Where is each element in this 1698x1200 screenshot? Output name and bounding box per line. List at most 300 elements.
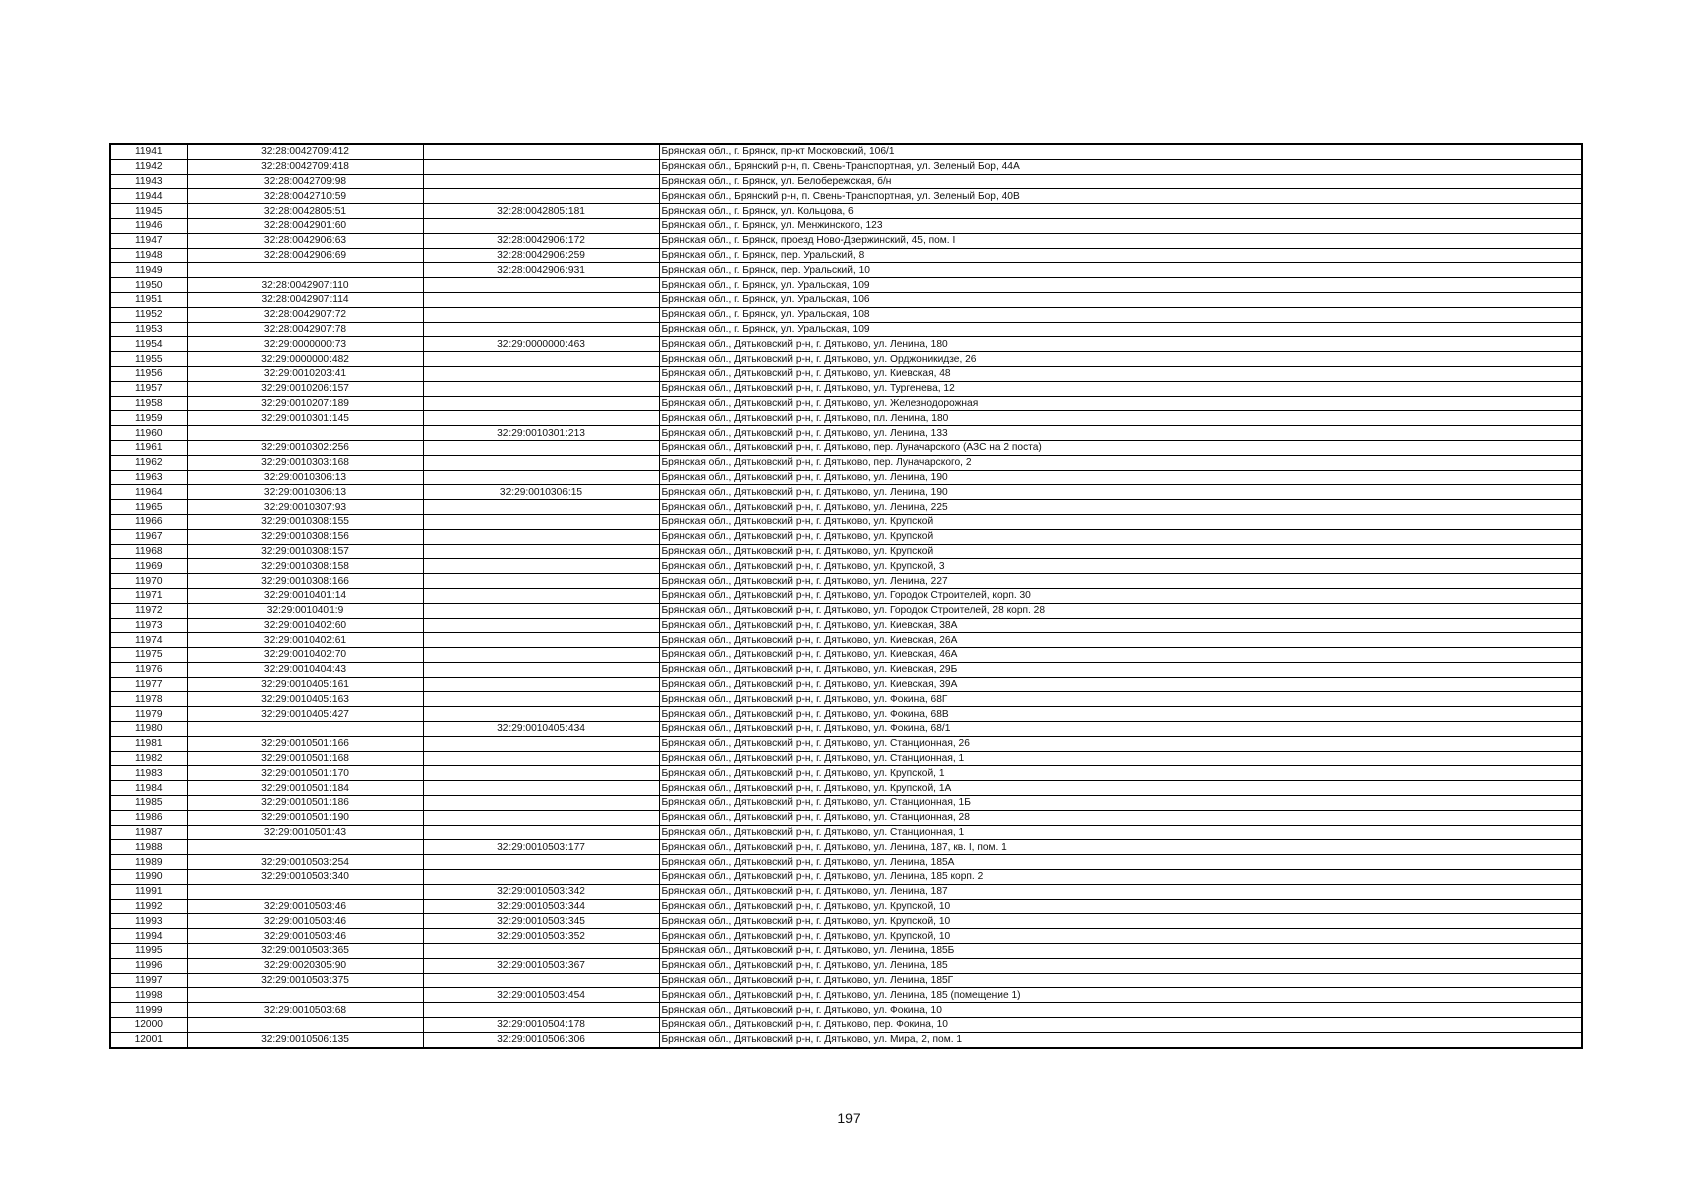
address-cell: Брянская обл., Дятьковский р-н, г. Дятьково, ул. Ленина, 187, кв. I, пом. 1 [659, 840, 1582, 855]
row-number-cell: 11986 [110, 810, 187, 825]
row-number-cell: 11964 [110, 485, 187, 500]
cadastral-number-cell: 32:29:0010405:163 [187, 692, 423, 707]
address-cell: Брянская обл., г. Брянск, проезд Ново-Дзержинский, 45, пом. I [659, 233, 1582, 248]
row-number-cell: 11965 [110, 500, 187, 515]
row-number-cell: 11996 [110, 958, 187, 973]
cadastral-number-cell [187, 722, 423, 737]
building-number-cell: 32:29:0010301:213 [423, 426, 659, 441]
cadastral-number-cell: 32:28:0042709:418 [187, 159, 423, 174]
row-number-cell: 11941 [110, 144, 187, 159]
building-number-cell: 32:29:0010503:342 [423, 884, 659, 899]
row-number-cell: 11952 [110, 307, 187, 322]
building-number-cell [423, 633, 659, 648]
table-row [110, 307, 1582, 322]
building-number-cell [423, 825, 659, 840]
building-number-cell [423, 366, 659, 381]
building-number-cell [423, 529, 659, 544]
building-number-cell [423, 352, 659, 367]
row-number-cell: 11990 [110, 870, 187, 885]
building-number-cell [423, 692, 659, 707]
address-cell: Брянская обл., Дятьковский р-н, г. Дятьково, ул. Ленина, 185А [659, 855, 1582, 870]
cadastral-number-cell: 32:29:0010503:46 [187, 914, 423, 929]
address-cell: Брянская обл., Дятьковский р-н, г. Дятьково, ул. Крупской [659, 514, 1582, 529]
table-row [110, 781, 1582, 796]
address-cell: Брянская обл., Дятьковский р-н, г. Дятьково, ул. Станционная, 1 [659, 825, 1582, 840]
address-cell: Брянская обл., Дятьковский р-н, г. Дятьково, ул. Станционная, 1Б [659, 796, 1582, 811]
address-cell: Брянская обл., Дятьковский р-н, г. Дятьково, ул. Киевская, 29Б [659, 662, 1582, 677]
cadastral-number-cell: 32:29:0010303:168 [187, 455, 423, 470]
building-number-cell [423, 574, 659, 589]
cadastral-number-cell: 32:29:0010206:157 [187, 381, 423, 396]
address-cell: Брянская обл., г. Брянск, ул. Менжинского, 123 [659, 218, 1582, 233]
building-number-cell [423, 381, 659, 396]
cadastral-number-cell: 32:29:0010501:186 [187, 796, 423, 811]
address-cell: Брянская обл., г. Брянск, ул. Уральская, 106 [659, 292, 1582, 307]
row-number-cell: 11999 [110, 1003, 187, 1018]
cadastral-number-cell: 32:29:0010506:135 [187, 1032, 423, 1047]
table-row [110, 914, 1582, 929]
address-cell: Брянская обл., г. Брянск, пер. Уральский, 10 [659, 263, 1582, 278]
table-row [110, 218, 1582, 233]
address-cell: Брянская обл., г. Брянск, ул. Белобережская, б/н [659, 174, 1582, 189]
building-number-cell: 32:29:0010503:345 [423, 914, 659, 929]
row-number-cell: 11971 [110, 588, 187, 603]
cadastral-number-cell: 32:29:0010503:340 [187, 870, 423, 885]
address-cell: Брянская обл., Дятьковский р-н, г. Дятьково, ул. Железнодорожная [659, 396, 1582, 411]
row-number-cell: 11982 [110, 751, 187, 766]
row-number-cell: 11956 [110, 366, 187, 381]
page-number: 197 [837, 1110, 861, 1126]
address-cell: Брянская обл., Дятьковский р-н, г. Дятьково, ул. Крупской, 3 [659, 559, 1582, 574]
cadastral-number-cell [187, 1018, 423, 1033]
address-cell: Брянская обл., Дятьковский р-н, г. Дятьково, ул. Крупской [659, 544, 1582, 559]
table-row [110, 588, 1582, 603]
cadastral-number-cell: 32:28:0042901:60 [187, 218, 423, 233]
building-number-cell: 32:28:0042906:172 [423, 233, 659, 248]
building-number-cell [423, 411, 659, 426]
building-number-cell [423, 278, 659, 293]
address-cell: Брянская обл., Дятьковский р-н, г. Дятьково, ул. Ленина, 185Б [659, 944, 1582, 959]
address-cell: Брянская обл., Дятьковский р-н, г. Дятьково, ул. Городок Строителей, корп. 30 [659, 588, 1582, 603]
table-row [110, 574, 1582, 589]
row-number-cell: 11992 [110, 899, 187, 914]
address-cell: Брянская обл., Дятьковский р-н, г. Дятьково, пер. Фокина, 10 [659, 1018, 1582, 1033]
table-row [110, 958, 1582, 973]
cadastral-number-cell [187, 263, 423, 278]
row-number-cell: 11961 [110, 440, 187, 455]
address-cell: Брянская обл., Дятьковский р-н, г. Дятьково, ул. Тургенева, 12 [659, 381, 1582, 396]
table-row [110, 366, 1582, 381]
address-cell: Брянская обл., г. Брянск, ул. Уральская, 109 [659, 278, 1582, 293]
address-cell: Брянская обл., Дятьковский р-н, г. Дятьково, ул. Ленина, 185Г [659, 973, 1582, 988]
cadastral-number-cell: 32:29:0010402:60 [187, 618, 423, 633]
cadastral-number-cell: 32:29:0000000:482 [187, 352, 423, 367]
row-number-cell: 11976 [110, 662, 187, 677]
cadastral-number-cell: 32:29:0010503:254 [187, 855, 423, 870]
row-number-cell: 11954 [110, 337, 187, 352]
cadastral-number-cell: 32:29:0000000:73 [187, 337, 423, 352]
address-cell: Брянская обл., Дятьковский р-н, г. Дятьково, ул. Крупской, 10 [659, 929, 1582, 944]
building-number-cell [423, 870, 659, 885]
cadastral-number-cell [187, 884, 423, 899]
cadastral-number-cell: 32:28:0042907:78 [187, 322, 423, 337]
cadastral-number-cell: 32:28:0042906:69 [187, 248, 423, 263]
table-row [110, 529, 1582, 544]
cadastral-number-cell: 32:29:0010302:256 [187, 440, 423, 455]
cadastral-number-cell: 32:29:0010503:375 [187, 973, 423, 988]
row-number-cell: 11951 [110, 292, 187, 307]
building-number-cell [423, 810, 659, 825]
building-number-cell [423, 1003, 659, 1018]
address-cell: Брянская обл., г. Брянск, ул. Кольцова, 6 [659, 204, 1582, 219]
table-row [110, 810, 1582, 825]
row-number-cell: 11988 [110, 840, 187, 855]
cadastral-number-cell: 32:29:0020305:90 [187, 958, 423, 973]
table-row [110, 796, 1582, 811]
address-cell: Брянская обл., Дятьковский р-н, г. Дятьково, ул. Крупской [659, 529, 1582, 544]
row-number-cell: 11969 [110, 559, 187, 574]
row-number-cell: 11985 [110, 796, 187, 811]
address-cell: Брянская обл., Дятьковский р-н, г. Дятьково, ул. Фокина, 68В [659, 707, 1582, 722]
address-cell: Брянская обл., Дятьковский р-н, г. Дятьково, пл. Ленина, 180 [659, 411, 1582, 426]
cadastral-number-cell: 32:29:0010401:14 [187, 588, 423, 603]
cadastral-number-cell [187, 840, 423, 855]
building-number-cell: 32:29:0010503:352 [423, 929, 659, 944]
row-number-cell: 11977 [110, 677, 187, 692]
row-number-cell: 11991 [110, 884, 187, 899]
table-row [110, 855, 1582, 870]
building-number-cell [423, 189, 659, 204]
table-row [110, 692, 1582, 707]
table-row [110, 648, 1582, 663]
building-number-cell: 32:28:0042805:181 [423, 204, 659, 219]
building-number-cell [423, 662, 659, 677]
building-number-cell [423, 944, 659, 959]
table-row [110, 411, 1582, 426]
address-cell: Брянская обл., Дятьковский р-н, г. Дятьково, ул. Ленина, 187 [659, 884, 1582, 899]
building-number-cell [423, 307, 659, 322]
address-cell: Брянская обл., Дятьковский р-н, г. Дятьково, ул. Мира, 2, пом. 1 [659, 1032, 1582, 1047]
table-row [110, 633, 1582, 648]
building-number-cell: 32:28:0042906:259 [423, 248, 659, 263]
address-cell: Брянская обл., г. Брянск, ул. Уральская, 108 [659, 307, 1582, 322]
building-number-cell: 32:29:0010306:15 [423, 485, 659, 500]
address-cell: Брянская обл., Дятьковский р-н, г. Дятьково, ул. Киевская, 38А [659, 618, 1582, 633]
row-number-cell: 11980 [110, 722, 187, 737]
row-number-cell: 11993 [110, 914, 187, 929]
building-number-cell [423, 174, 659, 189]
building-number-cell [423, 396, 659, 411]
address-cell: Брянская обл., Дятьковский р-н, г. Дятьково, ул. Киевская, 46А [659, 648, 1582, 663]
cadastral-number-cell: 32:28:0042709:98 [187, 174, 423, 189]
row-number-cell: 11960 [110, 426, 187, 441]
address-cell: Брянская обл., Дятьковский р-н, г. Дятьково, ул. Ленина, 185 [659, 958, 1582, 973]
table-row [110, 352, 1582, 367]
address-cell: Брянская обл., Дятьковский р-н, г. Дятьково, пер. Луначарского, 2 [659, 455, 1582, 470]
cadastral-number-cell: 32:29:0010306:13 [187, 485, 423, 500]
building-number-cell [423, 218, 659, 233]
address-cell: Брянская обл., Дятьковский р-н, г. Дятьково, пер. Луначарского (АЗС на 2 поста) [659, 440, 1582, 455]
cadastral-number-cell: 32:29:0010405:161 [187, 677, 423, 692]
row-number-cell: 11984 [110, 781, 187, 796]
address-cell: Брянская обл., Дятьковский р-н, г. Дятьково, ул. Фокина, 68/1 [659, 722, 1582, 737]
table-row [110, 618, 1582, 633]
address-cell: Брянская обл., Дятьковский р-н, г. Дятьково, ул. Ленина, 190 [659, 485, 1582, 500]
table-row [110, 707, 1582, 722]
table-row [110, 248, 1582, 263]
building-number-cell [423, 618, 659, 633]
table-row [110, 1018, 1582, 1033]
address-cell: Брянская обл., Дятьковский р-н, г. Дятьково, ул. Крупской, 1А [659, 781, 1582, 796]
cadastral-number-cell: 32:28:0042907:114 [187, 292, 423, 307]
row-number-cell: 11981 [110, 736, 187, 751]
address-cell: Брянская обл., Дятьковский р-н, г. Дятьково, ул. Ленина, 185 (помещение 1) [659, 988, 1582, 1003]
row-number-cell: 11974 [110, 633, 187, 648]
cadastral-number-cell: 32:29:0010501:184 [187, 781, 423, 796]
cadastral-number-cell: 32:28:0042906:63 [187, 233, 423, 248]
building-number-cell [423, 144, 659, 159]
address-cell: Брянская обл., Дятьковский р-н, г. Дятьково, ул. Ленина, 133 [659, 426, 1582, 441]
address-cell: Брянская обл., Брянский р-н, п. Свень-Транспортная, ул. Зеленый Бор, 44А [659, 159, 1582, 174]
address-cell: Брянская обл., Дятьковский р-н, г. Дятьково, ул. Орджоникидзе, 26 [659, 352, 1582, 367]
address-cell: Брянская обл., Дятьковский р-н, г. Дятьково, ул. Крупской, 10 [659, 899, 1582, 914]
address-cell: Брянская обл., Дятьковский р-н, г. Дятьково, ул. Крупской, 10 [659, 914, 1582, 929]
cadastral-number-cell: 32:29:0010402:70 [187, 648, 423, 663]
cadastral-number-cell: 32:29:0010501:170 [187, 766, 423, 781]
table-row [110, 426, 1582, 441]
building-number-cell [423, 648, 659, 663]
building-number-cell [423, 603, 659, 618]
building-number-cell [423, 973, 659, 988]
table-row [110, 204, 1582, 219]
row-number-cell: 11957 [110, 381, 187, 396]
row-number-cell: 11994 [110, 929, 187, 944]
building-number-cell [423, 544, 659, 559]
row-number-cell: 11958 [110, 396, 187, 411]
building-number-cell [423, 159, 659, 174]
building-number-cell: 32:28:0042906:931 [423, 263, 659, 278]
row-number-cell: 11995 [110, 944, 187, 959]
cadastral-number-cell: 32:29:0010402:61 [187, 633, 423, 648]
cadastral-number-cell: 32:29:0010503:46 [187, 899, 423, 914]
address-cell: Брянская обл., Дятьковский р-н, г. Дятьково, ул. Киевская, 48 [659, 366, 1582, 381]
cadastral-number-cell: 32:29:0010401:9 [187, 603, 423, 618]
row-number-cell: 11979 [110, 707, 187, 722]
building-number-cell [423, 781, 659, 796]
address-cell: Брянская обл., Брянский р-н, п. Свень-Транспортная, ул. Зеленый Бор, 40В [659, 189, 1582, 204]
row-number-cell: 11978 [110, 692, 187, 707]
address-cell: Брянская обл., Дятьковский р-н, г. Дятьково, ул. Ленина, 225 [659, 500, 1582, 515]
row-number-cell: 11955 [110, 352, 187, 367]
building-number-cell [423, 677, 659, 692]
property-table [109, 143, 1583, 1049]
building-number-cell [423, 500, 659, 515]
table-row [110, 189, 1582, 204]
table-row [110, 263, 1582, 278]
row-number-cell: 11967 [110, 529, 187, 544]
cadastral-number-cell: 32:29:0010308:155 [187, 514, 423, 529]
building-number-cell [423, 514, 659, 529]
row-number-cell: 12001 [110, 1032, 187, 1047]
table-row [110, 337, 1582, 352]
cadastral-number-cell: 32:28:0042805:51 [187, 204, 423, 219]
cadastral-number-cell: 32:29:0010306:13 [187, 470, 423, 485]
row-number-cell: 11973 [110, 618, 187, 633]
table-row [110, 174, 1582, 189]
row-number-cell: 11998 [110, 988, 187, 1003]
table-row [110, 677, 1582, 692]
table-row [110, 722, 1582, 737]
row-number-cell: 11972 [110, 603, 187, 618]
building-number-cell [423, 440, 659, 455]
table-row [110, 159, 1582, 174]
table-row [110, 440, 1582, 455]
table-row [110, 766, 1582, 781]
table-row [110, 840, 1582, 855]
table-row [110, 751, 1582, 766]
address-cell: Брянская обл., г. Брянск, пр-кт Московский, 106/1 [659, 144, 1582, 159]
row-number-cell: 11959 [110, 411, 187, 426]
table-row [110, 470, 1582, 485]
row-number-cell: 11942 [110, 159, 187, 174]
row-number-cell: 11944 [110, 189, 187, 204]
row-number-cell: 11963 [110, 470, 187, 485]
address-cell: Брянская обл., Дятьковский р-н, г. Дятьково, ул. Станционная, 28 [659, 810, 1582, 825]
building-number-cell: 32:29:0010503:367 [423, 958, 659, 973]
cadastral-number-cell: 32:29:0010503:365 [187, 944, 423, 959]
table-row [110, 455, 1582, 470]
table-row [110, 500, 1582, 515]
cadastral-number-cell: 32:29:0010207:189 [187, 396, 423, 411]
address-cell: Брянская обл., Дятьковский р-н, г. Дятьково, ул. Фокина, 10 [659, 1003, 1582, 1018]
address-cell: Брянская обл., Дятьковский р-н, г. Дятьково, ул. Ленина, 227 [659, 574, 1582, 589]
table-row [110, 396, 1582, 411]
building-number-cell [423, 470, 659, 485]
cadastral-number-cell: 32:29:0010301:145 [187, 411, 423, 426]
row-number-cell: 11946 [110, 218, 187, 233]
address-cell: Брянская обл., Дятьковский р-н, г. Дятьково, ул. Городок Строителей, 28 корп. 28 [659, 603, 1582, 618]
table-row [110, 988, 1582, 1003]
address-cell: Брянская обл., Дятьковский р-н, г. Дятьково, ул. Киевская, 26А [659, 633, 1582, 648]
table-row [110, 662, 1582, 677]
table-row [110, 144, 1582, 159]
row-number-cell: 11948 [110, 248, 187, 263]
cadastral-number-cell: 32:29:0010501:168 [187, 751, 423, 766]
cadastral-number-cell [187, 426, 423, 441]
table-row [110, 884, 1582, 899]
table-row [110, 929, 1582, 944]
building-number-cell: 32:29:0010503:344 [423, 899, 659, 914]
table-row [110, 944, 1582, 959]
cadastral-number-cell: 32:29:0010501:43 [187, 825, 423, 840]
building-number-cell: 32:29:0000000:463 [423, 337, 659, 352]
table-row [110, 233, 1582, 248]
building-number-cell [423, 707, 659, 722]
building-number-cell [423, 796, 659, 811]
building-number-cell [423, 855, 659, 870]
cadastral-number-cell: 32:29:0010501:190 [187, 810, 423, 825]
row-number-cell: 11987 [110, 825, 187, 840]
address-cell: Брянская обл., Дятьковский р-н, г. Дятьково, ул. Киевская, 39А [659, 677, 1582, 692]
cadastral-number-cell: 32:28:0042907:72 [187, 307, 423, 322]
cadastral-number-cell: 32:29:0010307:93 [187, 500, 423, 515]
table-row [110, 1003, 1582, 1018]
table-row [110, 544, 1582, 559]
building-number-cell: 32:29:0010504:178 [423, 1018, 659, 1033]
cadastral-number-cell: 32:29:0010308:157 [187, 544, 423, 559]
row-number-cell: 11943 [110, 174, 187, 189]
cadastral-number-cell: 32:29:0010501:166 [187, 736, 423, 751]
row-number-cell: 11950 [110, 278, 187, 293]
table-row [110, 485, 1582, 500]
row-number-cell: 11947 [110, 233, 187, 248]
property-table-body [110, 144, 1582, 1048]
table-row [110, 381, 1582, 396]
cadastral-number-cell: 32:29:0010503:68 [187, 1003, 423, 1018]
cadastral-number-cell: 32:28:0042907:110 [187, 278, 423, 293]
cadastral-number-cell: 32:29:0010503:46 [187, 929, 423, 944]
row-number-cell: 11975 [110, 648, 187, 663]
row-number-cell: 11997 [110, 973, 187, 988]
table-row [110, 1032, 1582, 1047]
building-number-cell: 32:29:0010503:177 [423, 840, 659, 855]
row-number-cell: 11962 [110, 455, 187, 470]
building-number-cell [423, 559, 659, 574]
cadastral-number-cell: 32:28:0042710:59 [187, 189, 423, 204]
row-number-cell: 11966 [110, 514, 187, 529]
cadastral-number-cell [187, 988, 423, 1003]
table-row [110, 736, 1582, 751]
row-number-cell: 11945 [110, 204, 187, 219]
cadastral-number-cell: 32:28:0042709:412 [187, 144, 423, 159]
table-row [110, 603, 1582, 618]
table-row [110, 973, 1582, 988]
cadastral-number-cell: 32:29:0010308:156 [187, 529, 423, 544]
building-number-cell: 32:29:0010506:306 [423, 1032, 659, 1047]
address-cell: Брянская обл., г. Брянск, пер. Уральский, 8 [659, 248, 1582, 263]
cadastral-number-cell: 32:29:0010308:166 [187, 574, 423, 589]
address-cell: Брянская обл., Дятьковский р-н, г. Дятьково, ул. Крупской, 1 [659, 766, 1582, 781]
building-number-cell [423, 766, 659, 781]
row-number-cell: 11953 [110, 322, 187, 337]
table-row [110, 870, 1582, 885]
building-number-cell [423, 455, 659, 470]
row-number-cell: 12000 [110, 1018, 187, 1033]
building-number-cell: 32:29:0010503:454 [423, 988, 659, 1003]
row-number-cell: 11968 [110, 544, 187, 559]
address-cell: Брянская обл., г. Брянск, ул. Уральская, 109 [659, 322, 1582, 337]
table-row [110, 825, 1582, 840]
row-number-cell: 11949 [110, 263, 187, 278]
row-number-cell: 11989 [110, 855, 187, 870]
address-cell: Брянская обл., Дятьковский р-н, г. Дятьково, ул. Станционная, 1 [659, 751, 1582, 766]
address-cell: Брянская обл., Дятьковский р-н, г. Дятьково, ул. Ленина, 185 корп. 2 [659, 870, 1582, 885]
row-number-cell: 11970 [110, 574, 187, 589]
building-number-cell [423, 736, 659, 751]
table-row [110, 514, 1582, 529]
table-row [110, 322, 1582, 337]
cadastral-number-cell: 32:29:0010308:158 [187, 559, 423, 574]
cadastral-number-cell: 32:29:0010404:43 [187, 662, 423, 677]
building-number-cell [423, 322, 659, 337]
address-cell: Брянская обл., Дятьковский р-н, г. Дятьково, ул. Фокина, 68Г [659, 692, 1582, 707]
row-number-cell: 11983 [110, 766, 187, 781]
table-row [110, 292, 1582, 307]
building-number-cell: 32:29:0010405:434 [423, 722, 659, 737]
building-number-cell [423, 588, 659, 603]
address-cell: Брянская обл., Дятьковский р-н, г. Дятьково, ул. Ленина, 190 [659, 470, 1582, 485]
cadastral-number-cell: 32:29:0010203:41 [187, 366, 423, 381]
